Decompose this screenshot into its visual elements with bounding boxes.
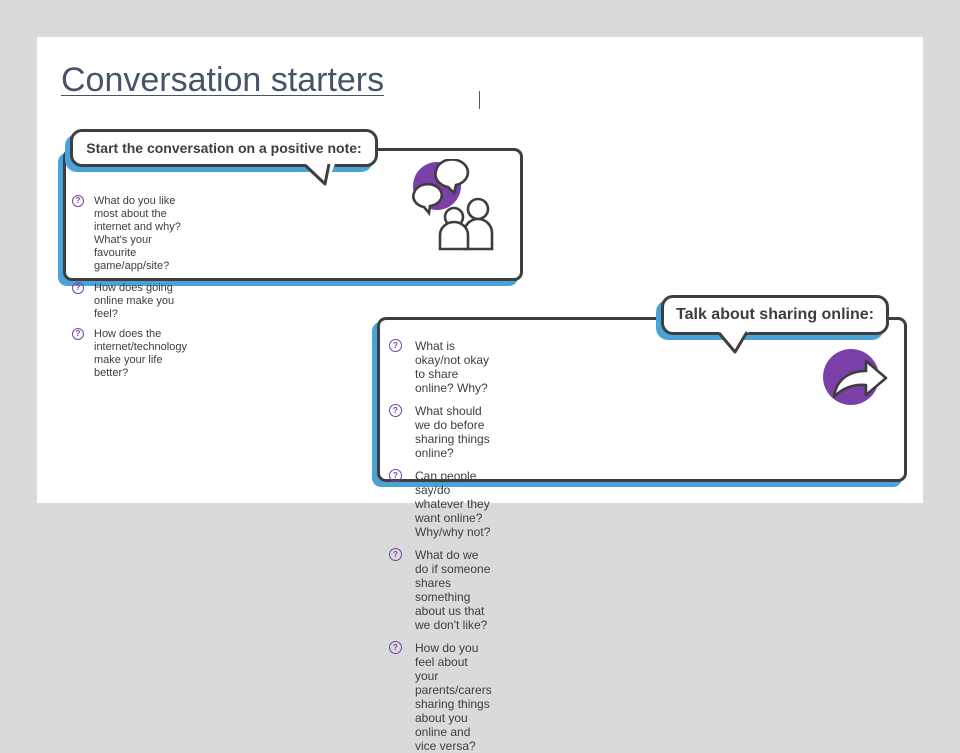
question-text: What should we do before sharing things online? — [415, 404, 490, 460]
question-item — [389, 339, 492, 395]
question-text: How does the internet/technology make your life better? — [94, 328, 187, 379]
question-text: How do you feel about your parents/carers sharing things about you — [415, 641, 492, 725]
positive-note-heading: Start the conversation on a positive note: — [86, 140, 362, 156]
sharing-heading: Talk about sharing online: — [676, 306, 874, 323]
question-text: Can people say/do whatever they want online? Why/why not? — [415, 469, 491, 539]
question-item — [72, 328, 187, 380]
question-icon: ? — [389, 641, 402, 654]
question-text: What's your favourite game/app/site? — [94, 234, 170, 272]
question-icon: ? — [389, 339, 402, 352]
question-item — [389, 548, 492, 632]
sharing-heading-bubble — [661, 295, 889, 335]
speech-tail — [719, 330, 755, 356]
question-icon: ? — [72, 195, 84, 207]
people-chat-icon — [412, 159, 502, 251]
question-text-group — [415, 641, 492, 753]
question-text-group — [94, 195, 187, 273]
question-icon: ? — [389, 404, 402, 417]
question-item — [389, 404, 492, 460]
question-text: How does going online make you feel? — [94, 282, 175, 320]
question-item — [72, 195, 187, 273]
slide — [37, 37, 923, 753]
text-cursor — [479, 91, 480, 109]
question-text: What is okay/not okay to share online? Why? — [415, 339, 490, 395]
question-icon: ? — [72, 328, 84, 340]
positive-question-list — [72, 195, 187, 380]
sharing-question-list — [389, 339, 492, 753]
question-text: online and vice versa? — [415, 725, 476, 753]
question-item — [389, 641, 492, 753]
question-icon: ? — [72, 282, 84, 294]
question-item — [72, 282, 187, 321]
question-text: What do you like most about the internet and why? — [94, 195, 181, 233]
slide-title[interactable]: Conversation starters — [61, 61, 385, 99]
question-item — [389, 469, 492, 539]
share-arrow-icon — [822, 347, 892, 411]
question-text: What do we do if someone shares something about us that we don't like? — [415, 548, 491, 632]
question-icon: ? — [389, 469, 402, 482]
speech-tail — [305, 162, 341, 188]
question-icon: ? — [389, 548, 402, 561]
